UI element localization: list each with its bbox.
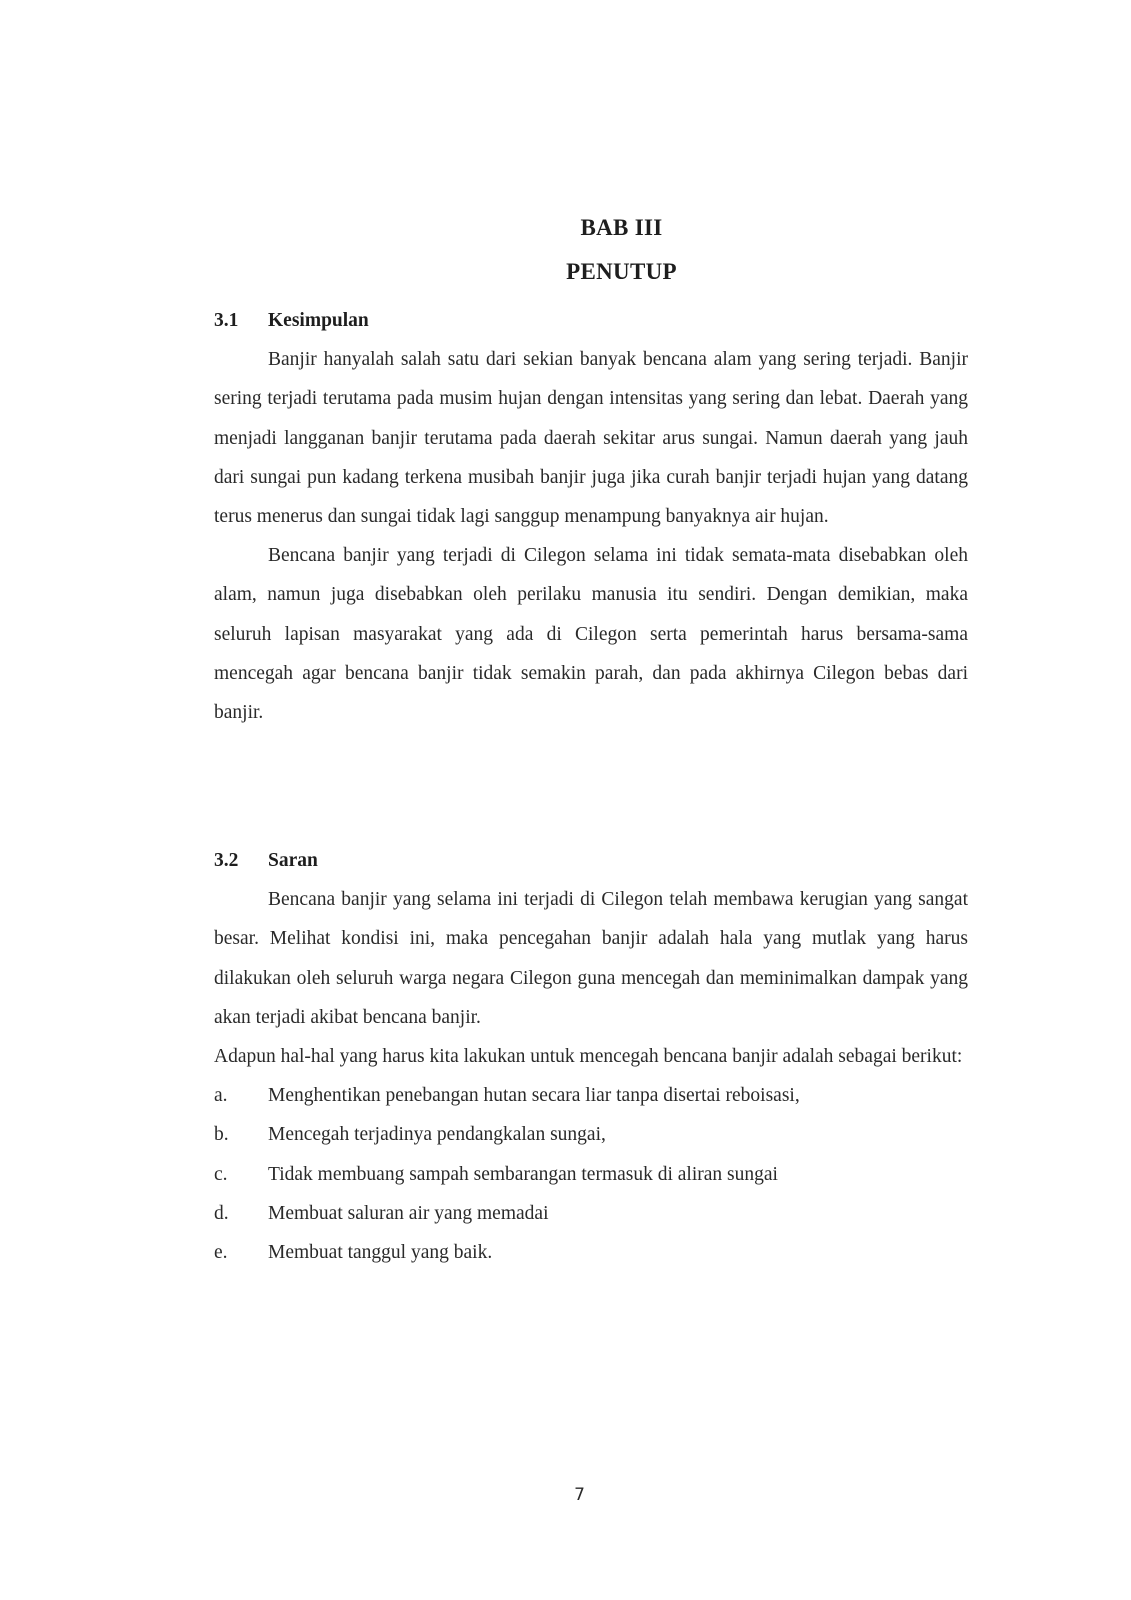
section-saran [214,841,968,1272]
section-title: Saran [268,850,318,871]
chapter-number: BAB III [580,215,663,240]
paragraph: Bencana banjir yang selama ini terjadi di Cilegon telah membawa kerugian yang sangat besar. Melihat kondisi ini, maka pencegahan banjir adalah hala yang mutlak yang harus dilakukan oleh seluruh warga negara Cilegon guna mencegah dan meminimalkan dampak yang akan terjadi akibat bencana banjir. [214,889,968,1028]
section-heading [214,841,968,880]
list-item-text: Membuat saluran air yang memadai [268,1202,549,1224]
list-item [214,1155,968,1194]
section-number: 3.1 [214,310,239,331]
recommendation-list [214,1076,968,1272]
list-marker: a. [214,1085,228,1107]
section-heading [214,301,968,340]
section-kesimpulan [214,301,968,732]
section-title: Kesimpulan [268,310,369,331]
page-number: 7 [574,1485,585,1505]
list-item-text: Membuat tanggul yang baik. [268,1242,493,1264]
section-number: 3.2 [214,850,239,871]
list-item-text: Tidak membuang sampah sembarangan termasuk di aliran sungai [268,1163,778,1185]
list-marker: d. [214,1202,229,1224]
list-item [214,1115,968,1154]
chapter-title: PENUTUP [566,259,677,284]
list-marker: b. [214,1124,229,1146]
paragraph: Banjir hanyalah salah satu dari sekian banyak bencana alam yang sering terjadi. Banjir sering terjadi terutama pada musim hujan dengan intensitas yang sering dan lebat. Daerah yang menjadi langganan banjir terutama pada daerah sekitar arus sungai. Namun daerah yang jauh dari sungai pun kadang terkena musibah banjir juga jika curah banjir terjadi hujan yang datang terus menerus dan sungai tidak lagi sanggup menampung banyaknya air hujan. [214,349,968,528]
list-item-text: Menghentikan penebangan hutan secara liar tanpa disertai reboisasi, [268,1085,800,1107]
paragraph: Bencana banjir yang terjadi di Cilegon selama ini tidak semata-mata disebabkan oleh alam, namun juga disebabkan oleh perilaku manusia itu sendiri. Dengan demikian, maka seluruh lapisan masyarakat yang ada di Cilegon serta pemerintah harus bersama-sama mencegah agar bencana banjir tidak semakin parah, dan pada akhirnya Cilegon bebas dari banjir. [214,545,968,724]
list-marker: e. [214,1242,228,1264]
list-marker: c. [214,1163,228,1185]
list-intro: Adapun hal-hal yang harus kita lakukan untuk mencegah bencana banjir adalah sebagai berikut: [214,1046,963,1068]
list-item [214,1233,968,1272]
list-item [214,1194,968,1233]
list-item-text: Mencegah terjadinya pendangkalan sungai, [268,1124,606,1146]
list-item [214,1076,968,1115]
